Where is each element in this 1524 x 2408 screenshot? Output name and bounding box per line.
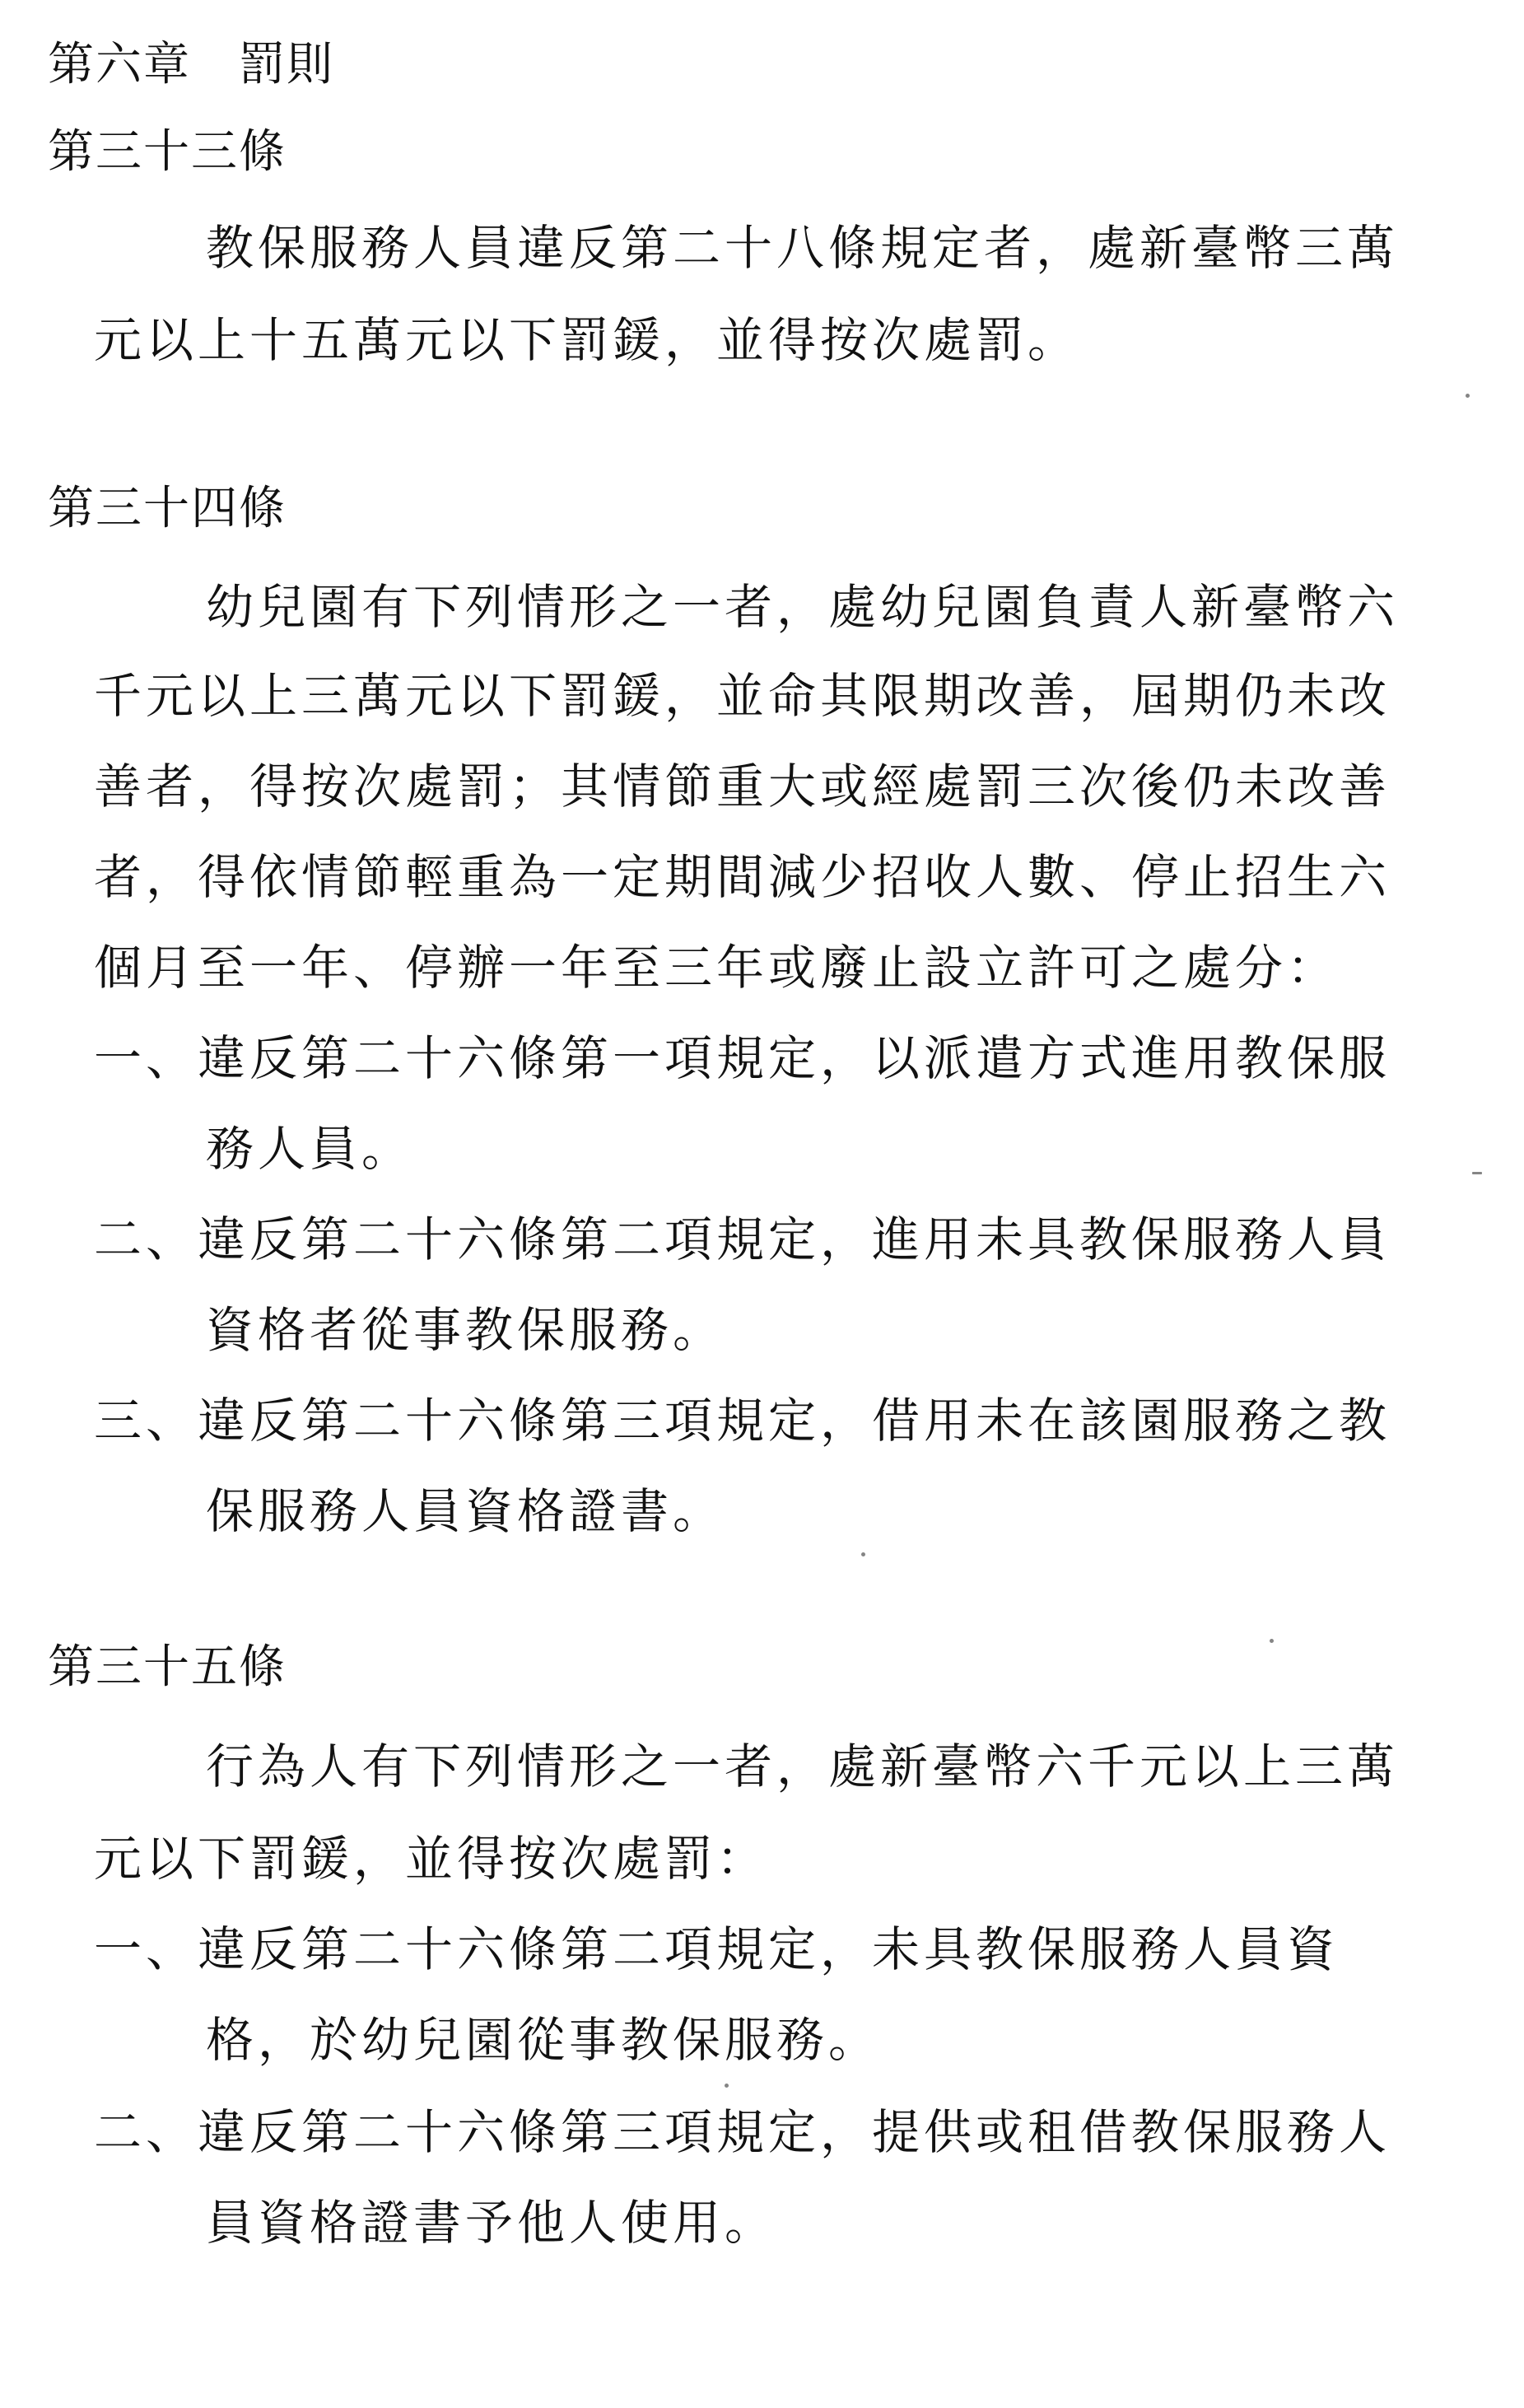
article-34-item-2-line-1: 二、違反第二十六條第二項規定，進用未具教保服務人員: [94, 1211, 1391, 1267]
article-34-paragraph-line-2: 千元以上三萬元以下罰鍰，並命其限期改善，屆期仍未改: [94, 668, 1391, 724]
article-34-item-2-line-2: 資格者從事教保服務。: [206, 1302, 725, 1358]
article-35-item-1-line-1: 一、違反第二十六條第二項規定，未具教保服務人員資: [94, 1921, 1340, 1977]
article-35-item-2-line-2: 員資格證書予他人使用。: [206, 2195, 777, 2251]
scan-speck: [861, 1552, 865, 1556]
article-33-paragraph-line-2: 元以上十五萬元以下罰鍰，並得按次處罰。: [94, 312, 1080, 368]
article-34-paragraph-line-3: 善者，得按次處罰；其情節重大或經處罰三次後仍未改善: [94, 758, 1391, 814]
article-35-heading: 第三十五條: [48, 1640, 287, 1694]
article-33-paragraph-line-1: 教保服務人員違反第二十八條規定者，處新臺幣三萬: [206, 220, 1400, 276]
article-34-item-1-line-1: 一、違反第二十六條第一項規定，以派遣方式進用教保服: [94, 1030, 1391, 1086]
article-34-paragraph-line-5: 個月至一年、停辦一年至三年或廢止設立許可之處分：: [94, 940, 1340, 996]
article-34-paragraph-line-4: 者，得依情節輕重為一定期間減少招收人數、停止招生六: [94, 849, 1391, 905]
article-34-paragraph-line-1: 幼兒園有下列情形之一者，處幼兒園負責人新臺幣六: [206, 579, 1400, 635]
scan-speck: [1472, 1172, 1482, 1174]
article-35-item-2-line-1: 二、違反第二十六條第三項規定，提供或租借教保服務人: [94, 2104, 1391, 2160]
article-35-paragraph-line-1: 行為人有下列情形之一者，處新臺幣六千元以上三萬: [206, 1738, 1400, 1794]
article-35-item-1-line-2: 格，於幼兒園從事教保服務。: [206, 2012, 881, 2068]
chapter-title: 第六章 罰則: [48, 38, 334, 91]
scan-speck: [1466, 394, 1470, 398]
scan-speck: [725, 2084, 729, 2088]
article-33-heading: 第三十三條: [48, 125, 287, 179]
scan-speck: [1270, 1639, 1274, 1643]
article-34-heading: 第三十四條: [48, 482, 287, 535]
article-35-paragraph-line-2: 元以下罰鍰，並得按次處罰：: [94, 1831, 769, 1887]
article-34-item-3-line-1: 三、違反第二十六條第三項規定，借用未在該園服務之教: [94, 1393, 1391, 1449]
article-34-item-3-line-2: 保服務人員資格證書。: [206, 1483, 725, 1539]
article-34-item-1-line-2: 務人員。: [206, 1121, 414, 1177]
